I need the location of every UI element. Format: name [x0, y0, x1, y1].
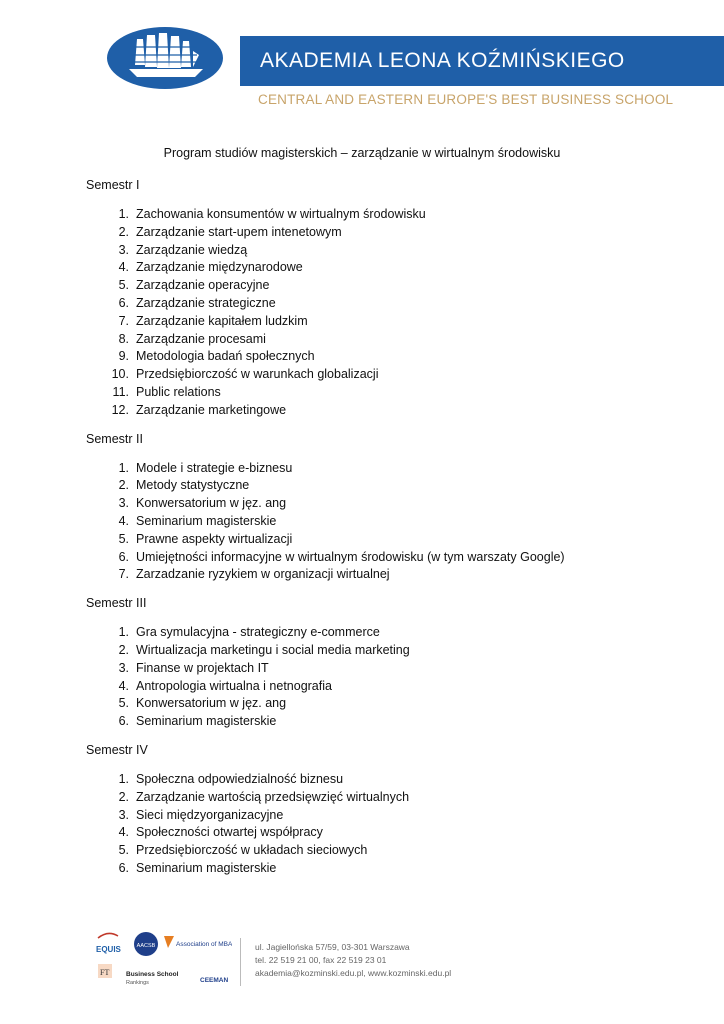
course-number-text: 10.	[111, 367, 129, 382]
course-name: Zarządzanie wartością przedsięwzięć wirtualnych	[136, 789, 410, 804]
course-number-text: 1.	[118, 207, 129, 221]
course-list	[86, 771, 706, 878]
course-number-text: 2.	[118, 642, 129, 657]
semester-heading: Semestr I	[86, 178, 140, 192]
course-name: Społeczna odpowiedzialność biznesu	[136, 771, 344, 786]
course-number-text: 5.	[118, 696, 129, 711]
course-item	[86, 384, 706, 402]
course-number-text: 7.	[118, 313, 129, 328]
course-name: Zarządzanie kapitałem ludzkim	[136, 313, 308, 328]
course-item	[86, 531, 706, 549]
course-number	[86, 513, 129, 531]
course-number-text: 2.	[118, 224, 129, 239]
course-name: Modele i strategie e-biznesu	[136, 460, 293, 475]
course-item	[86, 402, 706, 420]
course-item	[86, 771, 706, 789]
course-number-text: 3.	[118, 807, 129, 822]
course-item	[86, 460, 706, 478]
course-name: Metodologia badań społecznych	[136, 349, 315, 364]
course-item	[86, 366, 706, 384]
course-number-text: 4.	[118, 513, 129, 528]
course-item	[86, 842, 706, 860]
course-item	[86, 313, 706, 331]
course-item	[86, 660, 706, 678]
semester-heading: Semestr III	[86, 596, 147, 611]
course-number-text: 3.	[118, 660, 129, 675]
course-number	[86, 807, 129, 825]
course-number	[86, 531, 129, 549]
equis-logo	[96, 933, 122, 954]
course-number	[86, 460, 129, 478]
equis-logo-text: EQUIS	[96, 945, 121, 954]
course-item	[86, 695, 706, 713]
course-number-text: 4.	[118, 260, 129, 275]
course-list	[86, 460, 706, 585]
course-number	[86, 695, 129, 713]
course-item	[86, 713, 706, 731]
course-name: Metody statystyczne	[136, 478, 250, 493]
course-number	[86, 224, 129, 242]
semester-heading: Semestr II	[86, 431, 143, 446]
course-name: Public relations	[136, 384, 221, 399]
course-name: Gra symulacyjna - strategiczny e-commerce	[136, 625, 380, 640]
course-number	[86, 660, 129, 678]
course-name: Zachowania konsumentów w wirtualnym środowisku	[136, 207, 426, 221]
course-name: Społeczności otwartej współpracy	[136, 825, 323, 840]
course-item	[86, 624, 706, 642]
course-item	[86, 549, 706, 567]
footer-divider	[240, 938, 241, 986]
course-number-text: 3.	[118, 496, 129, 511]
course-item	[86, 477, 706, 495]
course-number	[86, 259, 129, 277]
course-number-text: 11.	[112, 384, 129, 399]
course-number	[86, 842, 129, 860]
course-name: Zarządzanie wiedzą	[136, 242, 248, 257]
course-name: Konwersatorium w jęz. ang	[136, 696, 287, 711]
course-number	[86, 771, 129, 789]
course-number	[86, 206, 129, 224]
course-number	[86, 477, 129, 495]
course-name: Przedsiębiorczość w warunkach globalizacji	[136, 367, 379, 382]
address-line: ul. Jagiellońska 57/59, 03-301 Warszawa	[255, 942, 410, 952]
course-number-text: 1.	[118, 625, 129, 640]
curriculum	[86, 176, 706, 888]
course-name: Zarządzanie marketingowe	[136, 402, 287, 417]
course-name: Zarządzanie start-upem intenetowym	[136, 224, 342, 239]
accreditation-logos	[92, 930, 232, 990]
contact-line: akademia@kozminski.edu.pl, www.kozminski.edu.pl	[255, 968, 452, 978]
header-tagline: CENTRAL AND EASTERN EUROPE'S BEST BUSINESS SCHOOL	[258, 92, 674, 107]
amba-logo-text: Association of MBAs	[176, 941, 232, 948]
course-item	[86, 513, 706, 531]
ceeman-logo	[200, 977, 228, 984]
course-name: Seminarium magisterskie	[136, 860, 277, 875]
course-number-text: 12.	[111, 402, 129, 417]
course-item	[86, 566, 706, 584]
course-item	[86, 277, 706, 295]
course-number-text: 3.	[118, 242, 129, 257]
course-number	[86, 566, 129, 584]
phone-line: tel. 22 519 21 00, fax 22 519 23 01	[255, 955, 387, 965]
course-number-text: 9.	[118, 349, 129, 364]
course-number	[86, 624, 129, 642]
course-number-text: 6.	[118, 714, 129, 729]
course-name: Wirtualizacja marketingu i social media marketing	[136, 642, 410, 657]
course-number	[86, 295, 129, 313]
course-list	[86, 206, 706, 420]
course-item	[86, 860, 706, 878]
course-number	[86, 549, 129, 567]
course-item	[86, 495, 706, 513]
amba-logo	[164, 936, 232, 948]
course-item	[86, 206, 706, 224]
course-number-text: 8.	[118, 331, 129, 346]
aacsb-logo	[134, 932, 158, 956]
course-number-text: 1.	[118, 460, 129, 475]
course-name: Zarządzanie procesami	[136, 331, 266, 346]
course-name: Zarządzanie strategiczne	[136, 295, 276, 310]
semester-heading: Semestr IV	[86, 742, 148, 757]
course-item	[86, 331, 706, 349]
course-number	[86, 313, 129, 331]
course-number	[86, 402, 129, 420]
course-name: Finanse w projektach IT	[136, 660, 269, 675]
course-number-text: 5.	[118, 843, 129, 858]
course-number	[86, 331, 129, 349]
course-item	[86, 824, 706, 842]
course-number	[86, 242, 129, 260]
course-number	[86, 366, 129, 384]
course-number-text: 1.	[118, 771, 129, 786]
course-item	[86, 807, 706, 825]
course-list	[86, 624, 706, 731]
course-number-text: 6.	[118, 549, 129, 564]
course-name: Seminarium magisterskie	[136, 513, 277, 528]
ship-icon	[107, 27, 223, 89]
course-name: Zarządzanie międzynarodowe	[136, 260, 303, 275]
course-number-text: 4.	[118, 678, 129, 693]
course-number-text: 6.	[118, 860, 129, 875]
course-number	[86, 348, 129, 366]
course-item	[86, 295, 706, 313]
course-name: Sieci międzyorganizacyjne	[136, 807, 284, 822]
document-title: Program studiów magisterskich – zarządzanie w wirtualnym środowisku	[163, 146, 561, 160]
course-name: Prawne aspekty wirtualizacji	[136, 531, 293, 546]
course-item	[86, 242, 706, 260]
course-name: Zarzadzanie ryzykiem w organizacji wirtualnej	[136, 567, 390, 582]
ft-logo-caption: Business School	[126, 971, 179, 978]
course-number-text: 4.	[118, 825, 129, 840]
course-item	[86, 642, 706, 660]
course-number-text: 2.	[118, 789, 129, 804]
course-number-text: 2.	[118, 478, 129, 493]
course-name: Przedsiębiorczość w układach sieciowych	[136, 843, 368, 858]
course-item	[86, 348, 706, 366]
course-name: Seminarium magisterskie	[136, 714, 277, 729]
header-title: AKADEMIA LEONA KOŹMIŃSKIEGO	[240, 36, 724, 86]
course-name: Umiejętności informacyjne w wirtualnym środowisku (w tym warszaty Google)	[136, 549, 565, 564]
course-name: Antropologia wirtualna i netnografia	[136, 678, 332, 693]
ship-logo	[107, 27, 223, 89]
course-number	[86, 824, 129, 842]
course-number-text: 6.	[118, 295, 129, 310]
aacsb-logo-text: AACSB	[136, 943, 156, 949]
ft-logo-text: FT	[100, 968, 110, 977]
course-name: Konwersatorium w jęz. ang	[136, 496, 287, 511]
footer-address	[255, 941, 451, 980]
course-number	[86, 384, 129, 402]
ceeman-logo-text: CEEMAN	[200, 977, 229, 984]
course-number	[86, 642, 129, 660]
course-number	[86, 860, 129, 878]
course-number	[86, 713, 129, 731]
course-item	[86, 259, 706, 277]
ft-logo	[98, 964, 179, 986]
course-number-text: 5.	[118, 278, 129, 293]
course-name: Zarządzanie operacyjne	[136, 278, 270, 293]
course-number-text: 5.	[118, 531, 129, 546]
course-number	[86, 277, 129, 295]
ft-logo-sub: Rankings	[126, 980, 149, 986]
course-item	[86, 224, 706, 242]
course-item	[86, 789, 706, 807]
course-number	[86, 789, 129, 807]
course-item	[86, 678, 706, 696]
course-number	[86, 495, 129, 513]
course-number	[86, 678, 129, 696]
course-number-text: 7.	[118, 567, 129, 582]
